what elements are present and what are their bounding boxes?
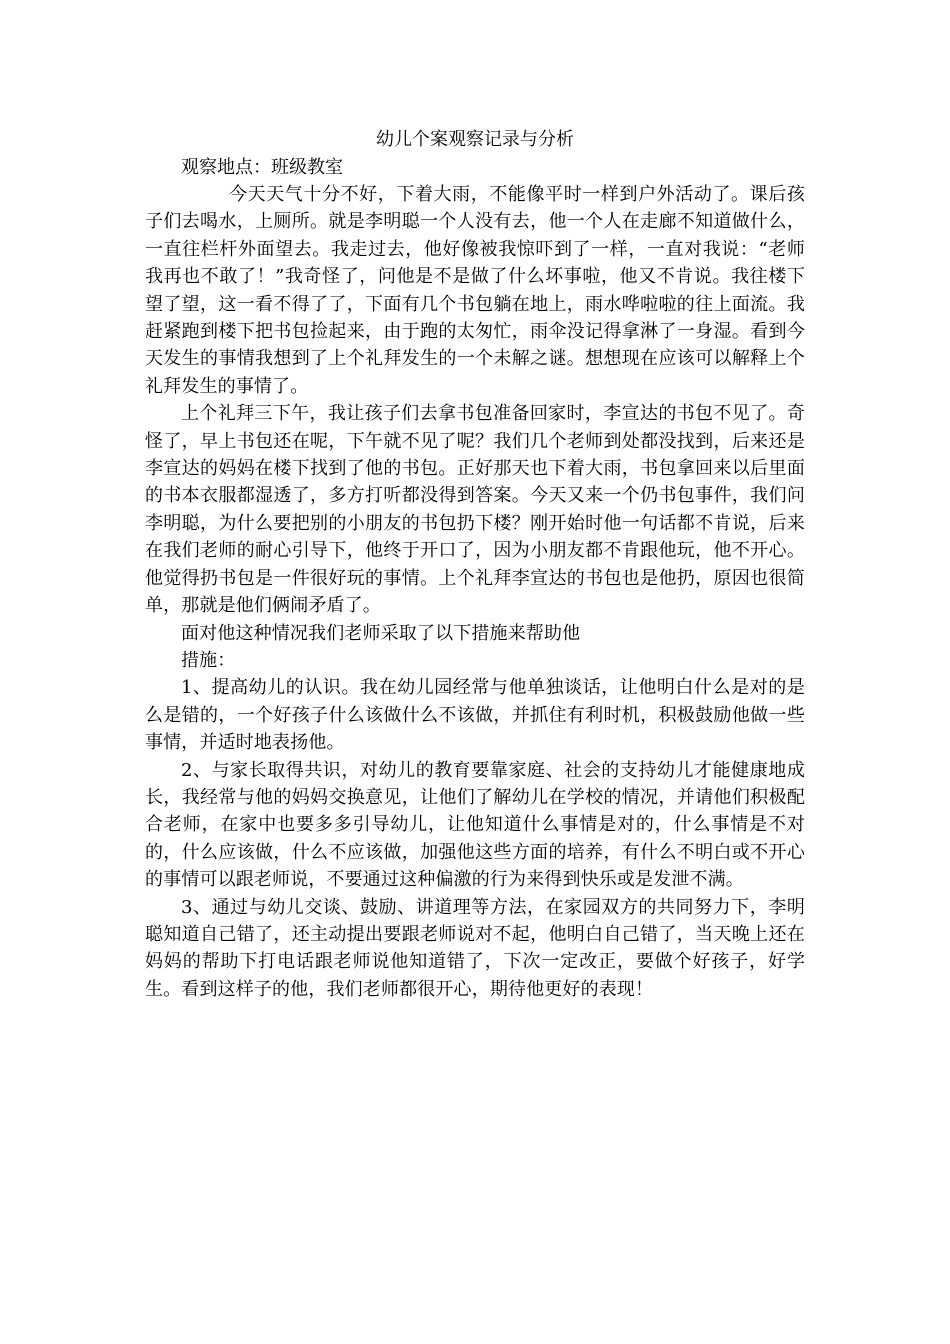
paragraph-measures-intro: 面对他这种情况我们老师采取了以下措施来帮助他 bbox=[181, 622, 581, 644]
paragraph-last-week: 上个礼拜三下午，我让孩子们去拿书包准备回家时，李宣达的书包不见了。奇怪了，早上书包还在呢，下午就不见了呢？我们几个老师到处都没找到，后来还是李宣达的妈妈在楼下找到了他的书包。正好那天也下着大雨，书包拿回来以后里面的书本衣服都湿透了，多方打听都没得到答案。今天又来一个仍书包事件，我们问李明聪，为什么要把别的小朋友的书包扔下楼？刚开始时他一句话都不肯说，后来在我们老师的耐心引导下，他终于开口了，因为小朋友都不肯跟他玩，他不开心。他觉得扔书包是一件很好玩的事情。上个礼拜李宣达的书包也是他扔，原因也很简单，那就是他们俩闹矛盾了。 bbox=[145, 403, 805, 617]
paragraph-measure-3: 3、通过与幼儿交谈、鼓励、讲道理等方法，在家园双方的共同努力下，李明聪知道自己错了，还主动提出要跟老师说对不起，他明白自己错了，当天晚上还在妈妈的帮助下打电话跟老师说他知道错了，下次一定改正，要做个好孩子，好学生。看到这样子的他，我们老师都很开心，期待他更好的表现！ bbox=[145, 896, 805, 1000]
paragraph-measures-heading: 措施： bbox=[181, 649, 236, 671]
paragraph-rainy-day: 今天天气十分不好，下着大雨，不能像平时一样到户外活动了。课后孩子们去喝水，上厕所。就是李明聪一个人没有去，他一个人在走廊不知道做什么，一直往栏杆外面望去。我走过去，他好像被我惊吓到了一样，一直对我说：“老师我再也不敢了！”我奇怪了，问他是不是做了什么坏事啦，他又不肯说。我往楼下望了望，这一看不得了了，下面有几个书包躺在地上，雨水哗啦啦的往上面流。我赶紧跑到楼下把书包捡起来，由于跑的太匆忙，雨伞没记得拿淋了一身湿。看到今天发生的事情我想到了上个礼拜发生的一个未解之谜。想想现在应该可以解释上个礼拜发生的事情了。 bbox=[145, 184, 805, 397]
observation-location: 观察地点：班级教室 bbox=[181, 157, 343, 178]
document-body bbox=[145, 126, 805, 1003]
document-title: 幼儿个案观察记录与分析 bbox=[376, 129, 574, 150]
paragraph-measure-1: 1、提高幼儿的认识。我在幼儿园经常与他单独谈话，让他明白什么是对的是么是错的，一个好孩子什么该做什么不该做，并抓住有利时机，积极鼓励他做一些事情，并适时地表扬他。 bbox=[145, 677, 805, 754]
paragraph-measure-2: 2、与家长取得共识，对幼儿的教育要靠家庭、社会的支持幼儿才能健康地成长，我经常与他的妈妈交换意见，让他们了解幼儿在学校的情况，并请他们积极配合老师，在家中也要多多引导幼儿，让他知道什么事情是对的，什么事情是不对的，什么应该做，什么不应该做，加强他这些方面的培养，有什么不明白或不开心的事情可以跟老师说，不要通过这种偏激的行为来得到快乐或是发泄不满。 bbox=[145, 759, 805, 891]
